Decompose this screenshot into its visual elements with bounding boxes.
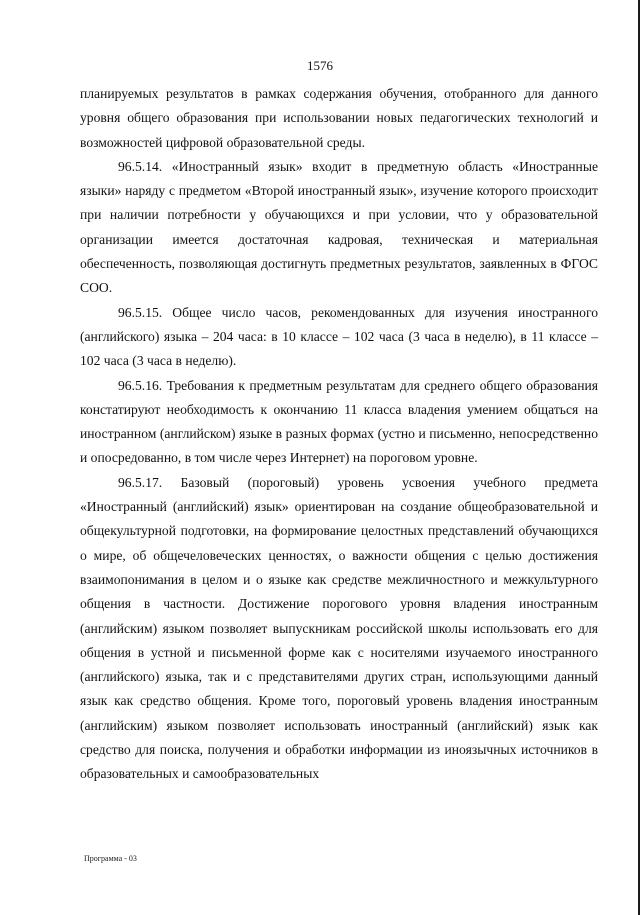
page-footer: Программа - 03 (84, 854, 137, 863)
paragraph-96-5-16: 96.5.16. Требования к предметным результатам для среднего общего образования констатируют необходимость к окончанию 11 класса владения умением общаться на иностранном (английском) языке в разных формах (устно и письменно, непосредственно и опосредованно, в том числе через Интернет) на пороговом уровне. (80, 377, 598, 466)
body-text (80, 82, 598, 787)
page-number: 1576 (307, 58, 333, 73)
paragraph-96-5-14: 96.5.14. «Иностранный язык» входит в предметную область «Иностранные языки» наряду с предметом «Второй иностранный язык», изучение которого происходит при наличии потребности у обучающихся и при условии, что у образовательной организации имеется достаточная кадровая, техническая и материальная обеспеченность, позволяющая достигнуть предметных результатов, заявленных в ФГОС СОО. (80, 158, 598, 296)
paragraph-continuation: планируемых результатов в рамках содержания обучения, отобранного для данного уровня общего образования при использовании новых педагогических технологий и возможностей цифровой образовательной среды. (80, 86, 598, 150)
paragraph-96-5-17: 96.5.17. Базовый (пороговый) уровень усвоения учебного предмета «Иностранный (английский) язык» ориентирован на создание общеобразовательной и общекультурной подготовки, на формирование целостных представлений обучающихся о мире, об общечеловеческих ценностях, о важности общения с целью достижения взаимопонимания в целом и о языке как средстве межличностного и межкультурного общения в частности. Достижение порогового уровня владения иностранным (английским) языком позволяет выпускникам российской школы использовать его для общения в устной и письменной форме как с носителями изучаемого иностранного (английского) языка, так и с представителями других стран, использующими данный язык как средство общения. Кроме того, пороговый уровень владения иностранным (английским) языком позволяет использовать иностранный (английский) язык как средство для поиска, получения и обработки информации из иноязычных источников в образовательных и самообразовательных (80, 474, 598, 782)
paragraph-96-5-15: 96.5.15. Общее число часов, рекомендованных для изучения иностранного (английского) языка – 204 часа: в 10 классе – 102 часа (3 часа в неделю), в 11 классе – 102 часа (3 часа в неделю). (80, 304, 598, 369)
